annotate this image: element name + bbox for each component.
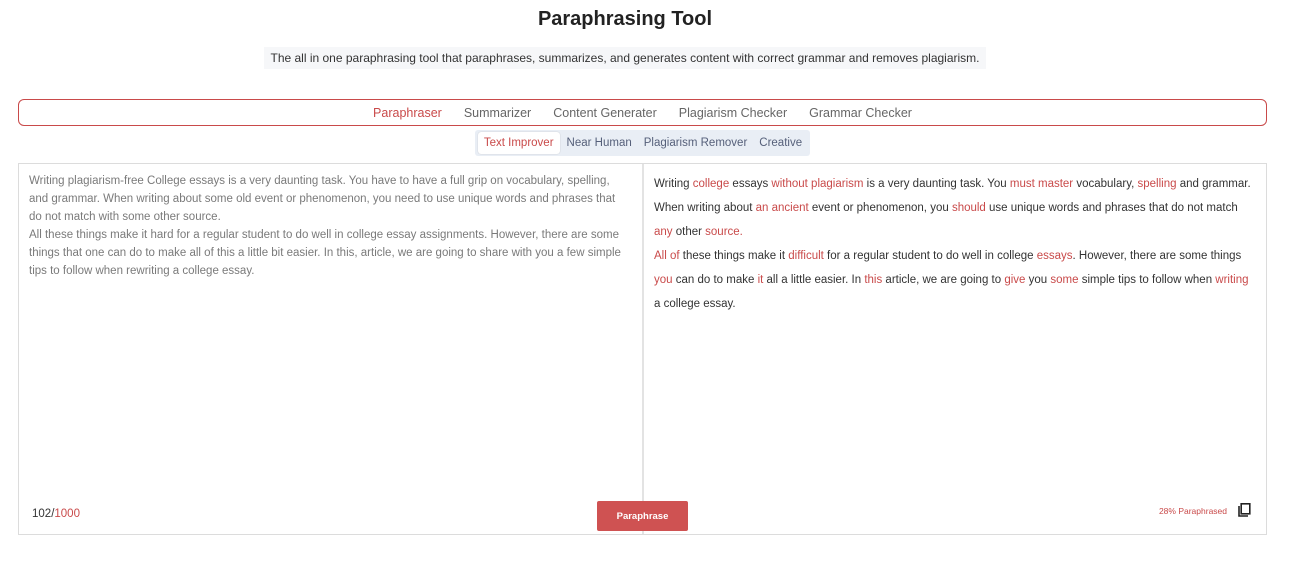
- changed-word: writing: [1215, 274, 1249, 286]
- editor-panel: [18, 163, 1267, 535]
- changed-word: an ancient: [755, 202, 809, 214]
- output-segment: article, we are going to: [882, 274, 1005, 286]
- changed-word: must master: [1009, 178, 1074, 190]
- input-paragraph: All these things make it hard for a regular student to do well in college essay assignments. However, there are some things that one can do to make all of this a little bit easier. In this, article, we are going to share with you a few simple tips to follow when rewriting a college essay.: [29, 229, 621, 277]
- output-segment: use unique words and phrases that do not match: [985, 202, 1238, 214]
- output-segment: these things make it: [679, 250, 789, 262]
- word-count-separator: /: [51, 508, 55, 520]
- output-segment: vocabulary,: [1073, 178, 1138, 190]
- output-segment: simple tips to follow when: [1078, 274, 1216, 286]
- page-title: Paraphrasing Tool: [537, 8, 713, 30]
- output-segment: event or phenomenon, you: [808, 202, 952, 214]
- mode-near-human[interactable]: Near Human: [566, 137, 632, 149]
- input-textarea[interactable]: [29, 172, 629, 280]
- tab-summarizer[interactable]: Summarizer: [463, 105, 532, 120]
- word-counter: [32, 508, 80, 520]
- input-paragraph: Writing plagiarism-free College essays is a very daunting task. You have to have a full grip on vocabulary, spelling, and grammar. When writing about some old event or phenomenon, you need to use unique words and phrases that do not match with some other source.: [29, 175, 616, 223]
- output-paragraph: [654, 244, 1254, 316]
- output-segment: all a little easier. In: [763, 274, 865, 286]
- mode-creative[interactable]: Creative: [759, 137, 803, 149]
- changed-word: you: [654, 274, 673, 286]
- output-segment: for a regular student to do well in college: [823, 250, 1037, 262]
- output-segment: other: [672, 226, 706, 238]
- changed-word: should: [951, 202, 986, 214]
- changed-word: source.: [705, 226, 743, 238]
- changed-word: any: [654, 226, 673, 238]
- output-segment: Writing: [654, 178, 693, 190]
- page-subtitle: The all in one paraphrasing tool that paraphrases, summarizes, and generates content with correct grammar and removes plagiarism.: [264, 47, 985, 69]
- word-count: 102: [32, 508, 52, 520]
- tab-plagiarism-checker[interactable]: Plagiarism Checker: [678, 105, 788, 120]
- changed-word: essays: [1036, 250, 1073, 262]
- changed-word: college: [692, 178, 730, 190]
- output-segment: is a very daunting task. You: [863, 178, 1010, 190]
- output-text: [654, 172, 1254, 316]
- tab-paraphraser[interactable]: Paraphraser: [373, 105, 442, 120]
- output-segment: and grammar. When writing about: [654, 178, 1251, 214]
- mode-plagiarism-remover[interactable]: Plagiarism Remover: [643, 137, 748, 149]
- output-paragraph: [654, 172, 1254, 244]
- paraphrased-percentage: 28% Paraphrased: [1158, 506, 1227, 516]
- main-tab-bar: [18, 99, 1267, 126]
- tab-content-generater[interactable]: Content Generater: [553, 105, 657, 120]
- tab-grammar-checker[interactable]: Grammar Checker: [809, 105, 912, 120]
- changed-word: All of: [654, 250, 680, 262]
- output-segment: . However, there are some things: [1072, 250, 1242, 262]
- output-segment: a college essay.: [654, 298, 736, 310]
- changed-word: this: [864, 274, 883, 286]
- mode-selector: [475, 130, 810, 156]
- output-segment: can do to make: [672, 274, 758, 286]
- changed-word: it: [757, 274, 764, 286]
- copy-icon[interactable]: [1236, 502, 1252, 518]
- mode-text-improver[interactable]: Text Improver: [478, 132, 560, 154]
- changed-word: difficult: [788, 250, 824, 262]
- changed-word: some: [1050, 274, 1079, 286]
- changed-word: spelling: [1137, 178, 1177, 190]
- panel-divider: [642, 164, 644, 534]
- changed-word: without plagiarism: [771, 178, 864, 190]
- paraphrase-button[interactable]: Paraphrase: [597, 501, 688, 531]
- output-segment: essays: [729, 178, 772, 190]
- word-limit: 1000: [54, 508, 80, 520]
- changed-word: give: [1004, 274, 1026, 286]
- output-segment: you: [1025, 274, 1051, 286]
